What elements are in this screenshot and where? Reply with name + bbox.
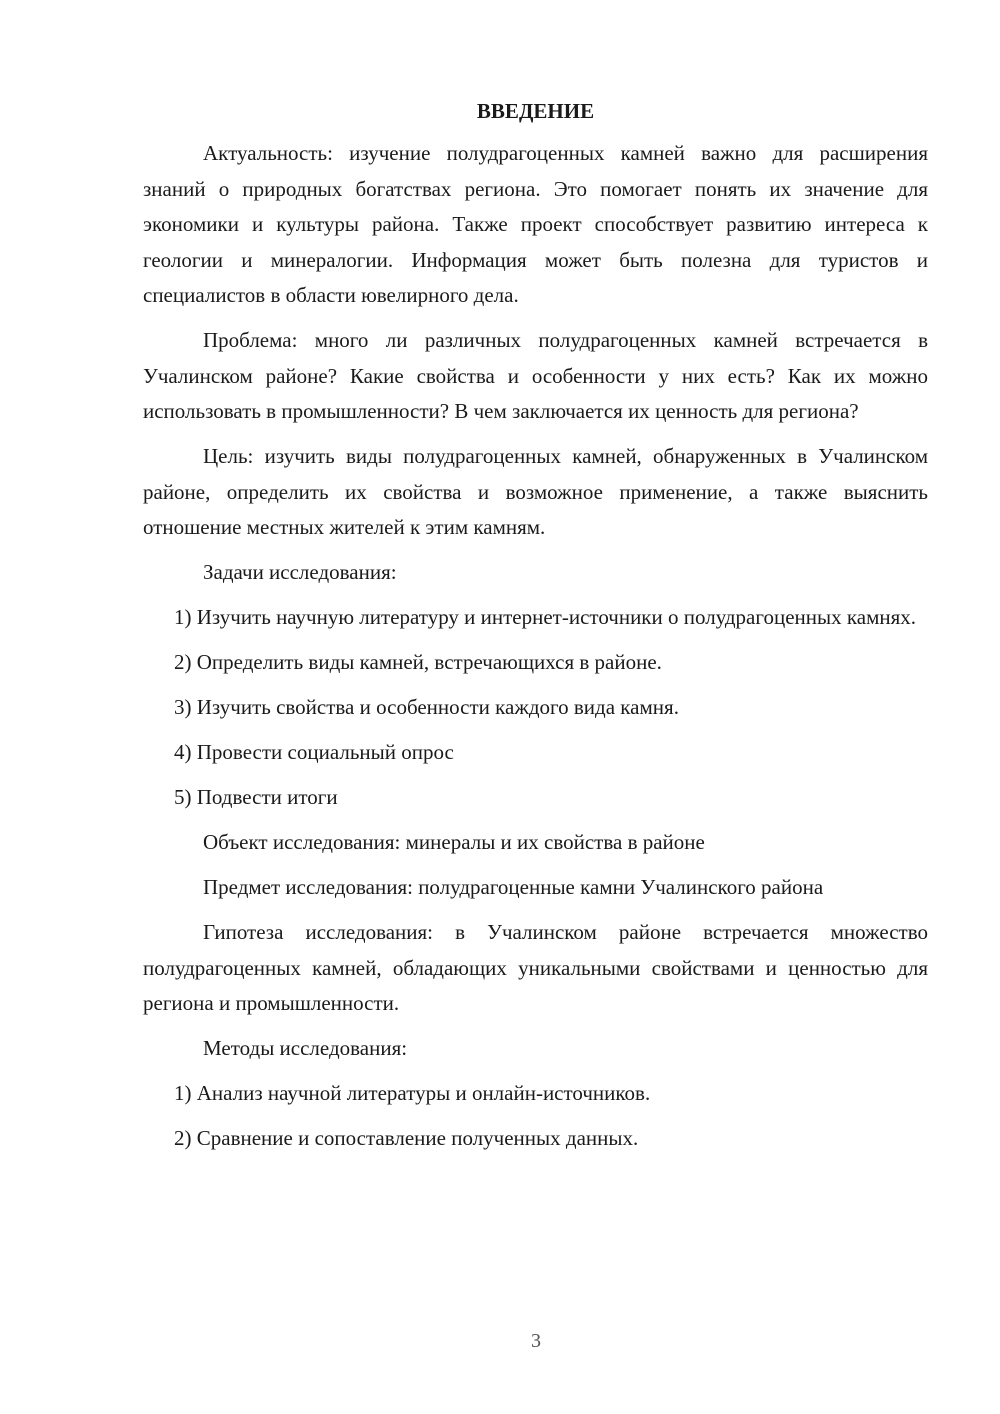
task-item: 2) Определить виды камней, встречающихся в районе. [174,650,662,674]
object-paragraph: Объект исследования: минералы и их свойства в районе [203,830,705,854]
task-item: 4) Провести социальный опрос [174,740,454,764]
tasks-heading: Задачи исследования: [203,560,397,584]
task-item: 5) Подвести итоги [174,785,338,809]
document-page [143,94,928,1166]
page-number: 3 [531,1330,541,1352]
methods-heading: Методы исследования: [203,1036,408,1060]
method-item: 2) Сравнение и сопоставление полученных данных. [174,1126,639,1150]
hypothesis-paragraph: Гипотеза исследования: в Учалинском районе встречается множество полудрагоценных камней, обладающих уникальными свойствами и ценностью для региона и промышленности. [143,920,928,1015]
task-item: 3) Изучить свойства и особенности каждого вида камня. [174,695,679,719]
goal-paragraph: Цель: изучить виды полудрагоценных камней, обнаруженных в Учалинском районе, определить их свойства и возможное применение, а также выяснить отношение местных жителей к этим камням. [143,444,928,539]
page-title: ВВЕДЕНИЕ [476,99,595,123]
method-item: 1) Анализ научной литературы и онлайн-источников. [174,1081,651,1105]
task-item: 1) Изучить научную литературу и интернет-источники о полудрагоценных камнях. [174,605,917,629]
problem-paragraph: Проблема: много ли различных полудрагоценных камней встречается в Учалинском районе? Какие свойства и особенности у них есть? Как их можно использовать в промышленности? В чем заключается их ценность для региона? [143,328,928,423]
subject-paragraph: Предмет исследования: полудрагоценные камни Учалинского района [203,875,824,899]
relevance-paragraph: Актуальность: изучение полудрагоценных камней важно для расширения знаний о природных богатствах региона. Это помогает понять их значение для экономики и культуры района. Также проект способствует развитию интереса к геологии и минералогии. Информация может быть полезна для туристов и специалистов в области ювелирного дела. [143,141,928,307]
